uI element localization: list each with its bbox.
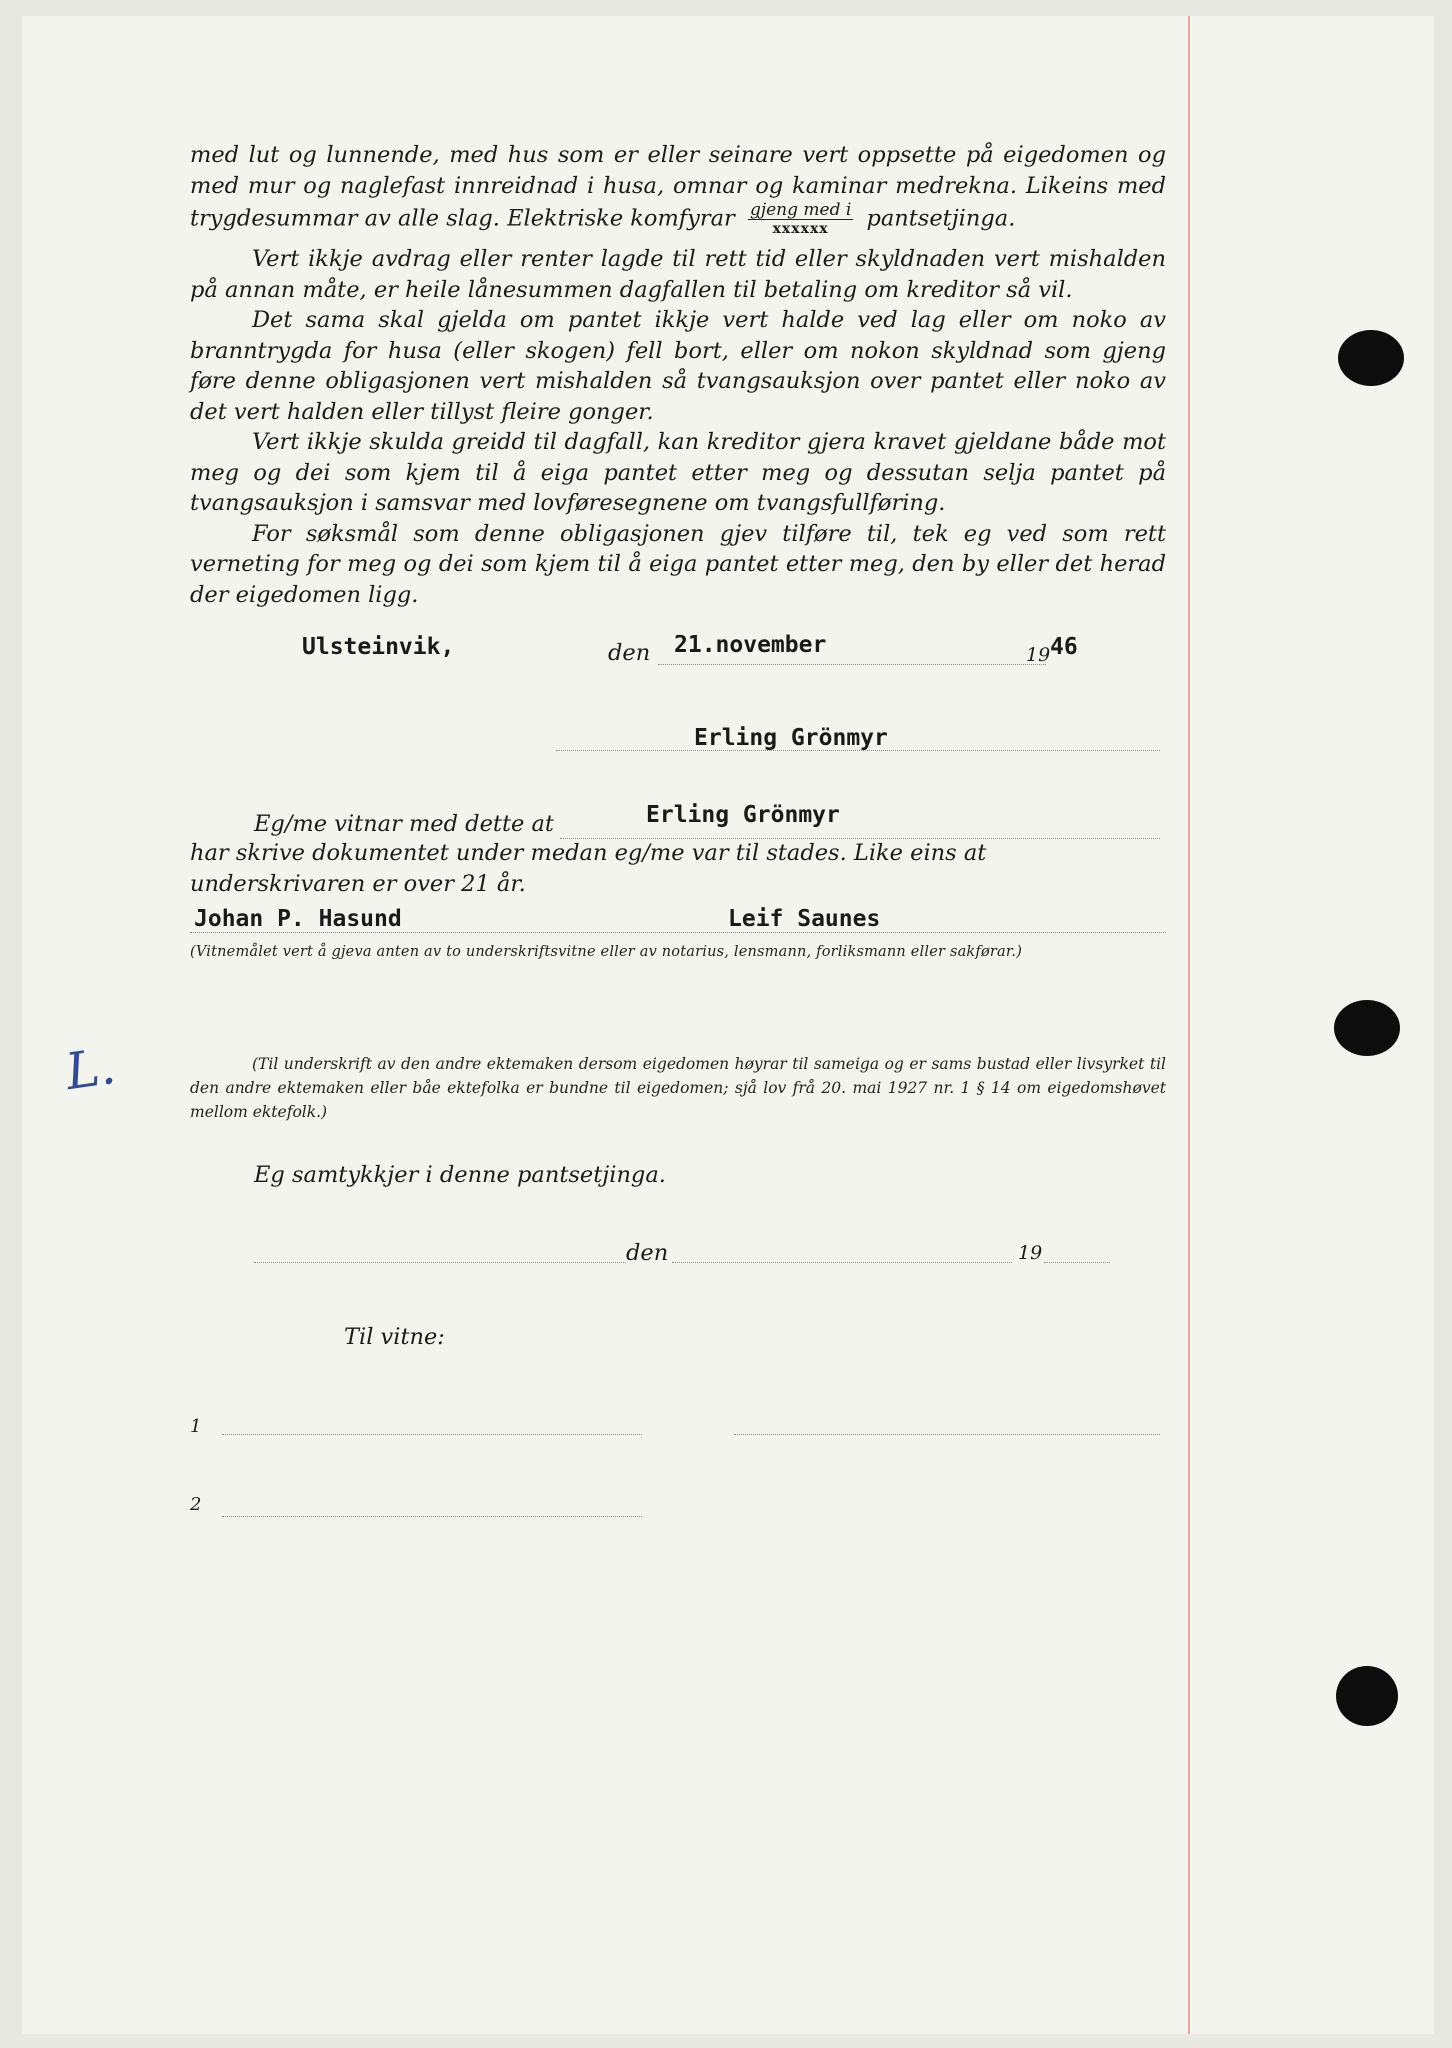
witness-line-2-number: 2: [190, 1494, 202, 1515]
clause-default: Vert ikkje avdrag eller renter lagde til rett tid eller skyldnaden vert mishalden på annan måte, er heile lånesummen dagfallen til betaling om kreditor så vil.: [190, 246, 1166, 303]
witness-statement-lead: Eg/me vitnar med dette at: [254, 811, 554, 837]
signer-name: Erling Grönmyr: [694, 725, 888, 751]
witness-note: (Vitnemålet vert å gjeva anten av to underskriftsvitne eller av notarius, lensmann, forliksmann eller sakførar.): [190, 944, 1023, 960]
clause-auction: Vert ikkje skulda greidd til dagfall, kan kreditor gjera kravet gjeldane både mot meg og dei som kjem til å eiga pantet etter meg og dessutan selja pantet på tvangsauksjon i samsvar med lovføresegnene om tvangsfullføring.: [190, 429, 1166, 516]
document-page: [22, 16, 1434, 2034]
signature-line: [556, 750, 1160, 751]
witness-1-name: Johan P. Hasund: [194, 906, 402, 932]
clause-property: med lut og lunnende, med hus som er eller seinare vert oppsette på eigedomen og med mur og naglefast innreidnad i husa, omnar og kaminar medrekna. Likeins med trygdesummar av alle slag. Elektriske komfyrar $\frac{\text{gjeng med i}}{\text{xxxxxx}}$ pantsetjinga.: [190, 142, 1166, 237]
den-label: den: [608, 640, 651, 666]
witness-line-1-number: 1: [190, 1416, 202, 1437]
consent-witness-line-2: [222, 1516, 642, 1517]
handwritten-fraction: $\frac{\text{gjeng med i}}{\text{xxxxxx}}$: [749, 200, 852, 237]
spouse-note: (Til underskrift av den andre ektemaken dersom eigedomen høyrar til sameiga og er sams bustad eller livsyrket til den andre ektemaken eller båe ektefolka er bundne til eigedomen; sjå lov frå 20. mai 1927 nr. 1 § 14 om eigedomshøvet mellom ektefolk.): [190, 1055, 1166, 1121]
red-margin-line: [1188, 16, 1190, 2034]
clause-venue: For søksmål som denne obligasjonen gjev tilføre til, tek eg ved som rett verneting for meg og dei som kjem til å eiga pantet etter meg, den by eller det herad der eigedomen ligg.: [190, 520, 1166, 608]
date-value: 21.november: [674, 632, 827, 658]
clause-insurance: Det sama skal gjelda om pantet ikkje vert halde ved lag eller om noko av branntrygda for husa (eller skogen) fell bort, eller om nokon skyldnad som gjeng føre denne obligasjonen vert mishalden så tvangsauksjon over pantet eller noko av det vert halden eller tillyst fleire gonger.: [190, 307, 1166, 425]
mortgage-clauses: [190, 140, 1166, 610]
consent-witness-line-1b: [734, 1434, 1160, 1435]
witnessed-name: Erling Grönmyr: [646, 802, 840, 828]
consent-den-label: den: [626, 1240, 669, 1266]
place: Ulsteinvik,: [302, 634, 455, 660]
consent-year-line: [1044, 1262, 1110, 1263]
punch-hole-icon: [1338, 330, 1404, 386]
witness-2-name: Leif Saunes: [728, 906, 881, 932]
punch-hole-icon: [1334, 1000, 1400, 1056]
date-line: [658, 664, 1046, 665]
year-value: 46: [1050, 634, 1078, 660]
punch-hole-icon: [1336, 1666, 1398, 1726]
witness-statement-rest: har skrive dokumentet under medan eg/me var til stades. Like eins at underskrivaren er over 21 år.: [190, 840, 987, 897]
consent-text: Eg samtykkjer i denne pantsetjinga.: [254, 1162, 666, 1188]
consent-century: 19: [1018, 1242, 1043, 1264]
century: 19: [1026, 644, 1051, 666]
witness-line: [190, 932, 1166, 933]
consent-witness-line-1: [222, 1434, 642, 1435]
consent-place-line: [254, 1262, 626, 1263]
consent-date-line: [672, 1262, 1012, 1263]
handwritten-margin-mark: L.: [62, 1036, 119, 1102]
to-witness-label: Til vitne:: [344, 1324, 445, 1350]
